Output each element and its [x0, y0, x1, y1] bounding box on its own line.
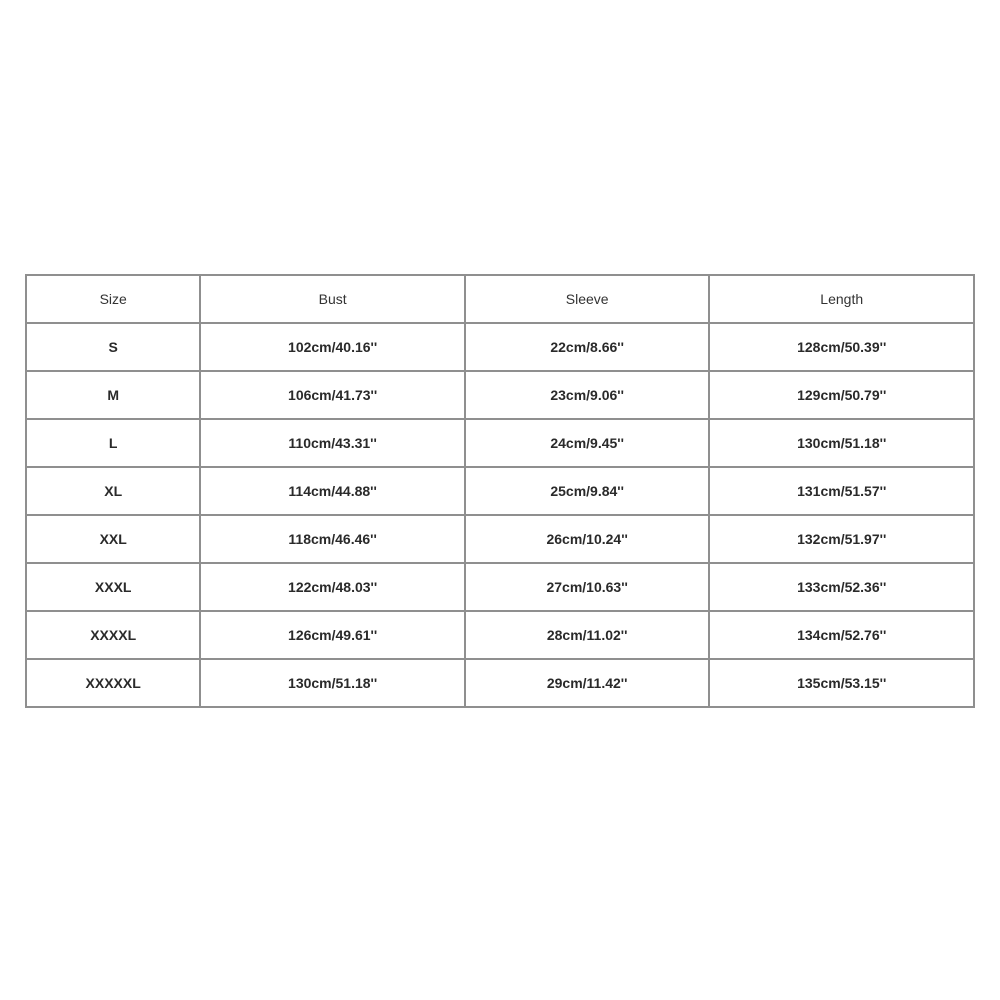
cell-length: 131cm/51.57'': [709, 467, 974, 515]
cell-size: XXL: [26, 515, 200, 563]
table-row: [26, 659, 974, 707]
cell-sleeve: 28cm/11.02'': [465, 611, 710, 659]
size-chart-header: [26, 275, 974, 323]
cell-length: 128cm/50.39'': [709, 323, 974, 371]
cell-bust: 118cm/46.46'': [200, 515, 465, 563]
cell-length: 132cm/51.97'': [709, 515, 974, 563]
cell-size: L: [26, 419, 200, 467]
table-row: [26, 515, 974, 563]
table-row: [26, 563, 974, 611]
size-chart-table: [25, 274, 975, 708]
table-row: [26, 323, 974, 371]
cell-size: XXXXXL: [26, 659, 200, 707]
cell-bust: 126cm/49.61'': [200, 611, 465, 659]
cell-sleeve: 23cm/9.06'': [465, 371, 710, 419]
header-bust: Bust: [200, 275, 465, 323]
cell-bust: 114cm/44.88'': [200, 467, 465, 515]
cell-sleeve: 22cm/8.66'': [465, 323, 710, 371]
cell-bust: 130cm/51.18'': [200, 659, 465, 707]
cell-bust: 102cm/40.16'': [200, 323, 465, 371]
cell-size: XXXL: [26, 563, 200, 611]
cell-bust: 110cm/43.31'': [200, 419, 465, 467]
cell-sleeve: 26cm/10.24'': [465, 515, 710, 563]
cell-length: 134cm/52.76'': [709, 611, 974, 659]
header-size: Size: [26, 275, 200, 323]
header-length: Length: [709, 275, 974, 323]
table-row: [26, 419, 974, 467]
cell-bust: 122cm/48.03'': [200, 563, 465, 611]
cell-bust: 106cm/41.73'': [200, 371, 465, 419]
cell-length: 135cm/53.15'': [709, 659, 974, 707]
size-chart-body: [26, 323, 974, 707]
cell-sleeve: 29cm/11.42'': [465, 659, 710, 707]
cell-size: M: [26, 371, 200, 419]
cell-size: XXXXL: [26, 611, 200, 659]
cell-sleeve: 25cm/9.84'': [465, 467, 710, 515]
cell-sleeve: 24cm/9.45'': [465, 419, 710, 467]
cell-length: 133cm/52.36'': [709, 563, 974, 611]
cell-size: S: [26, 323, 200, 371]
table-row: [26, 611, 974, 659]
cell-sleeve: 27cm/10.63'': [465, 563, 710, 611]
cell-length: 130cm/51.18'': [709, 419, 974, 467]
header-sleeve: Sleeve: [465, 275, 710, 323]
header-row: [26, 275, 974, 323]
cell-length: 129cm/50.79'': [709, 371, 974, 419]
cell-size: XL: [26, 467, 200, 515]
table-row: [26, 467, 974, 515]
table-row: [26, 371, 974, 419]
